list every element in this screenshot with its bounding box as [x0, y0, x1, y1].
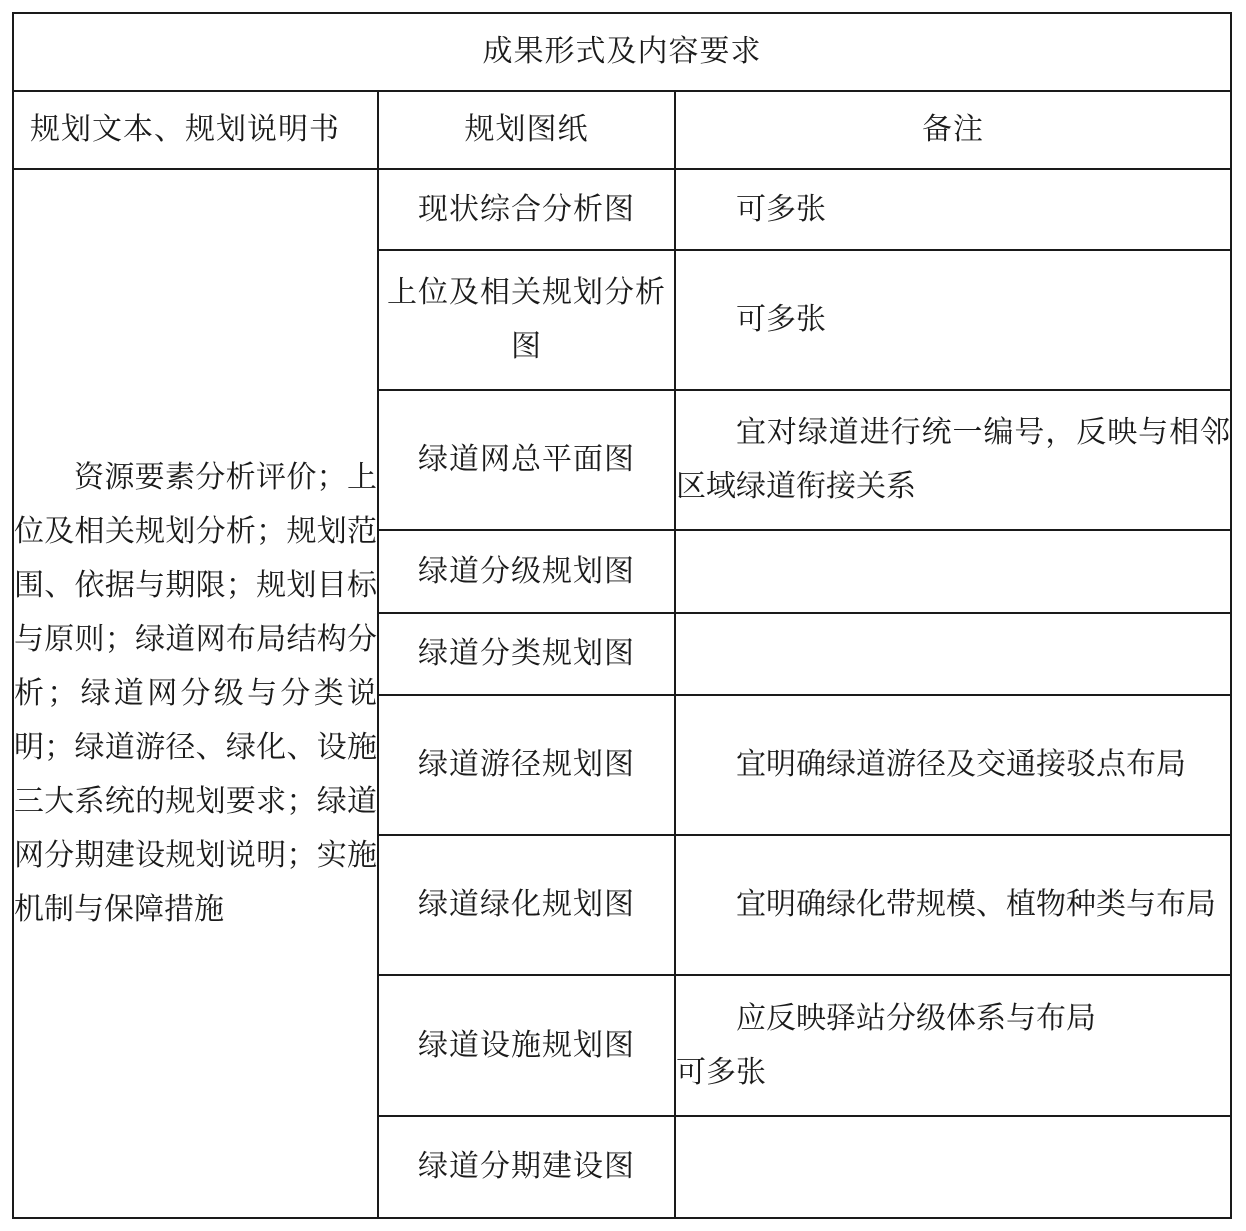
header-row: [13, 91, 1231, 169]
drawing-name: 现状综合分析图: [378, 169, 675, 250]
drawing-name: 上位及相关规划分析图: [378, 250, 675, 390]
header-notes: 备注: [675, 91, 1231, 169]
drawing-name: 绿道分级规划图: [378, 530, 675, 613]
note-cell-empty: [675, 613, 1231, 695]
note-text: 可多张: [676, 1054, 766, 1090]
note-cell: [675, 250, 1231, 390]
note-text: 宜明确绿化带规模、植物种类与布局: [736, 887, 1216, 922]
drawing-name: 绿道绿化规划图: [378, 835, 675, 975]
note-cell: [675, 695, 1231, 835]
note-text: 应反映驿站分级体系与布局: [736, 1000, 1096, 1036]
text-content-cell: 资源要素分析评价；上位及相关规划分析；规划范围、依据与期限；规划目标与原则；绿道网布局结构分析；绿道网分级与分类说明；绿道游径、绿化、设施三大系统的规划要求；绿道网分期建设规划说明；实施机制与保障措施: [13, 169, 378, 1218]
requirements-table: [12, 12, 1232, 1219]
note-text: 宜对绿道进行统一编号，反映与相邻区域绿道衔接关系: [676, 415, 1231, 504]
note-cell: [675, 975, 1231, 1116]
header-drawings: 规划图纸: [378, 91, 675, 169]
note-cell: [675, 169, 1231, 250]
table-title: 成果形式及内容要求: [13, 13, 1231, 91]
drawing-name: 绿道游径规划图: [378, 695, 675, 835]
note-text: 可多张: [736, 191, 826, 227]
note-text: 可多张: [736, 302, 826, 337]
note-cell: [675, 835, 1231, 975]
drawing-name: 绿道网总平面图: [378, 390, 675, 530]
note-cell-empty: [675, 1116, 1231, 1218]
drawing-name: 绿道分期建设图: [378, 1116, 675, 1218]
drawing-name: 绿道分类规划图: [378, 613, 675, 695]
title-row: [13, 13, 1231, 91]
note-cell: [675, 390, 1231, 530]
drawing-name: 绿道设施规划图: [378, 975, 675, 1116]
table-row: [13, 169, 1231, 250]
note-text: 宜明确绿道游径及交通接驳点布局: [736, 747, 1186, 782]
header-text-docs: 规划文本、规划说明书: [13, 91, 378, 169]
note-cell-empty: [675, 530, 1231, 613]
